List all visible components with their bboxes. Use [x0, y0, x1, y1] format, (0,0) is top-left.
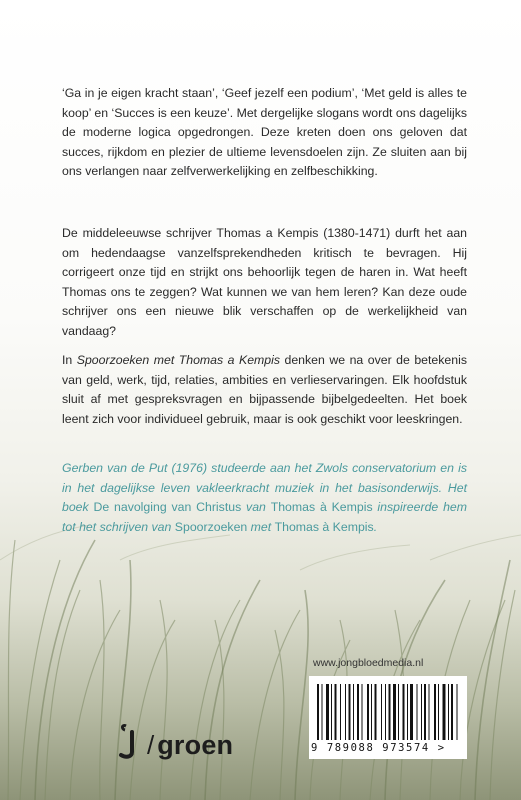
- bio-f: Spoorzoeken: [174, 519, 248, 534]
- bio-b: De navolging van Christus: [93, 500, 242, 515]
- bio-e: inspireerde hem tot het schrijven van: [62, 500, 467, 534]
- barcode-bars: [315, 684, 461, 742]
- bio-d: Thomas à Kempis: [270, 500, 373, 515]
- j-logo-icon: [112, 720, 146, 760]
- logo-slash: /: [147, 730, 155, 760]
- p3-prefix: In: [62, 353, 77, 368]
- bio-g: met: [247, 519, 275, 534]
- logo-text: groen: [157, 730, 234, 760]
- publisher-website: www.jongbloedmedia.nl: [313, 657, 424, 669]
- publisher-logo: [112, 720, 233, 760]
- isbn-digits: 9 789088 973574 >: [311, 742, 446, 754]
- bio-c: van: [241, 500, 271, 515]
- bio-h: Thomas à Kempis: [274, 519, 374, 534]
- isbn-barcode: [309, 676, 467, 759]
- bio-i: .: [373, 519, 378, 534]
- bio-a: Gerben van de Put (1976) studeerde aan het Zwols conservatorium en is in het dagelijkse leven vakleerkracht muziek in het basisonderwijs. Het boek: [62, 461, 467, 515]
- p3-rest: denken we na over de betekenis van geld, werk, tijd, relaties, ambities en verlieservaringen. Elk hoofdstuk sluit af met gespreksvragen en bijpassende bijbelgedeelten. Het boek leent zich voor individueel gebruik, maar is ook geschikt voor leeskringen.: [62, 353, 467, 426]
- book-title-italic: Spoorzoeken met Thomas a Kempis: [76, 353, 280, 368]
- thomas-paragraph: De middeleeuwse schrijver Thomas a Kempis (1380-1471) durft het aan om hedendaagse vanzelfsprekendheden kritisch te bevragen. Hij corrigeert onze tijd en strijkt ons behoorlijk tegen de haren in. Wat heeft Thomas ons te zeggen? Wat kunnen we van hem leren? Kan deze oude schrijver ons een nieuwe blik verschaffen op de werkelijkheid van vandaag?: [62, 226, 467, 338]
- author-bio-paragraph: [62, 459, 467, 537]
- intro-paragraph: ‘Ga in je eigen kracht staan’, ‘Geef jezelf een podium’, ‘Met geld is alles te koop’ en ‘Succes is een keuze’. Met dergelijke slogans wordt ons dagelijks de moderne logica opgedrongen. Deze kreten doen ons geloven dat succes, rijkdom en plezier de ultieme levensdoelen zijn. Ze sluiten aan bij ons verlangen naar zelfverwerkelijking en zelfbeschikking.: [62, 86, 467, 179]
- book-description-paragraph: [62, 351, 467, 429]
